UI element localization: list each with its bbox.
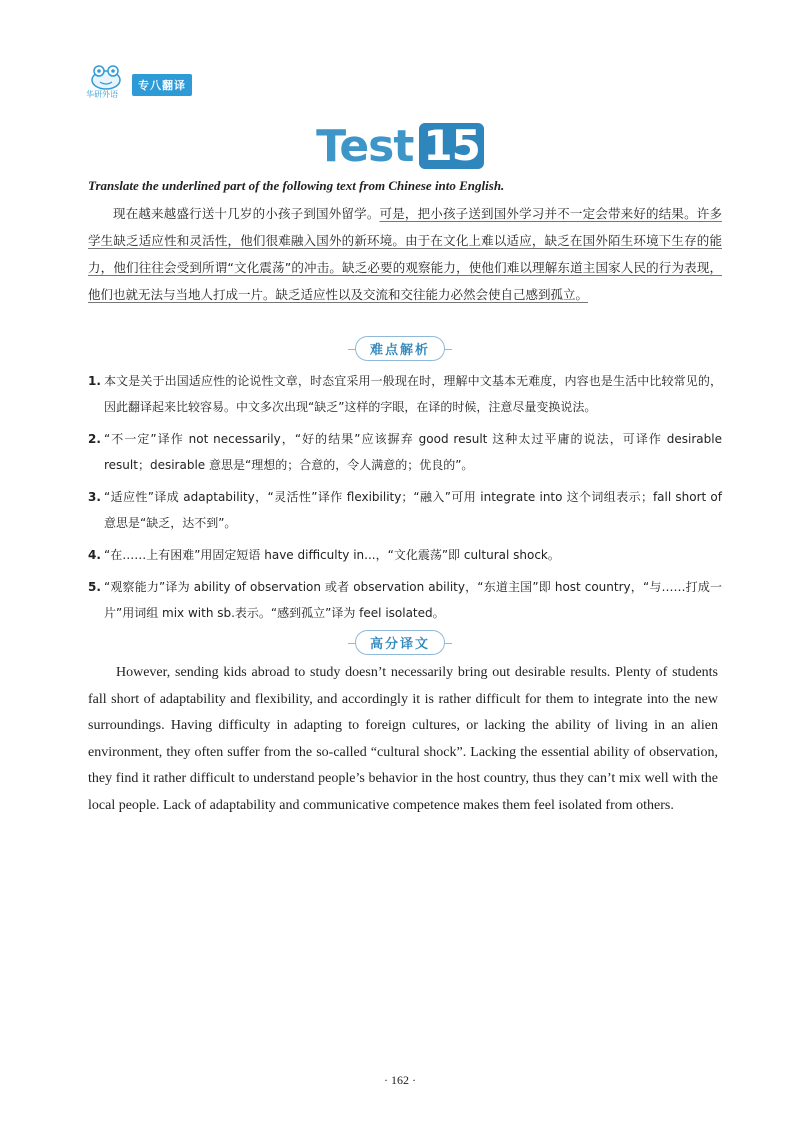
note-item xyxy=(88,368,722,420)
passage-underlined: 可是，把小孩子送到国外学习并不一定会带来好的结果。许多学生缺乏适应性和灵活性，他们很难融入国外的新环境。由于在文化上难以适应，缺乏在国外陌生环境下生存的能力，他们往往会受到所谓“文化震荡”的冲击。缺乏必要的观察能力，使他们难以理解东道主国家人民的行为表现，他们也就无法与当地人打成一片。缺乏适应性以及交流和交往能力必然会使自己感到孤立。 xyxy=(88,206,722,302)
test-title xyxy=(0,118,800,172)
passage-intro: 现在越来越盛行送十几岁的小孩子到国外留学。 xyxy=(113,206,380,221)
frog-logo-icon xyxy=(88,62,124,90)
logo-text: 华研外语 xyxy=(86,90,118,99)
note-number: 4. xyxy=(88,548,101,562)
translation-heading xyxy=(0,630,800,655)
publisher-logo xyxy=(88,62,128,102)
instruction-text: Translate the underlined part of the following text from Chinese into English. xyxy=(88,178,505,193)
note-number: 3. xyxy=(88,490,101,504)
note-item xyxy=(88,426,722,478)
note-item xyxy=(88,574,722,626)
chinese-passage xyxy=(88,200,722,308)
note-text: “适应性”译成 adaptability，“灵活性”译作 flexibility；“融入”可用 integrate into 这个词组表示；fall short of 意思是“缺乏，达不到”。 xyxy=(104,490,722,530)
translation-heading-label: 高分译文 xyxy=(355,630,445,655)
note-number: 1. xyxy=(88,374,101,388)
test-title-word: Test xyxy=(316,120,414,172)
section-badge: 专八翻译 xyxy=(132,74,192,96)
note-text: “不一定”译作 not necessarily，“好的结果”应该摒弃 good result 这种太过平庸的说法，可译作 desirable result；desirable 意思是“理想的；合意的，令人满意的；优良的”。 xyxy=(104,432,722,472)
analysis-notes xyxy=(88,368,722,632)
note-item xyxy=(88,542,722,568)
note-number: 5. xyxy=(88,580,101,594)
page-number: · 162 · xyxy=(384,1073,416,1087)
analysis-heading-label: 难点解析 xyxy=(355,336,445,361)
note-text: “在……上有困难”用固定短语 have difficulty in...，“文化震荡”即 cultural shock。 xyxy=(104,548,560,562)
page-header xyxy=(88,62,192,102)
test-number: 15 xyxy=(419,123,483,169)
analysis-heading xyxy=(0,336,800,361)
note-number: 2. xyxy=(88,432,101,446)
model-translation: However, sending kids abroad to study doesn’t necessarily bring out desirable results. Plenty of students fall short of adaptability and flexibility, and accordingly it is rather difficult for them to integrate into the new surroundings. Having difficulty in adapting to foreign cultures, or lacking the ability of living in an alien environment, they often suffer from the so-called “cultural shock”. Lacking the essential ability of observation, they find it rather difficult to understand people’s behavior in the host country, thus they can’t mix well with the local people. Lack of adaptability and communicative competence makes them feel isolated from others. xyxy=(88,665,718,813)
note-item xyxy=(88,484,722,536)
note-text: “观察能力”译为 ability of observation 或者 observation ability，“东道主国”即 host country，“与……打成一片”用词组 mix with sb.表示。“感到孤立”译为 feel isolated。 xyxy=(104,580,722,620)
note-text: 本文是关于出国适应性的论说性文章，时态宜采用一般现在时，理解中文基本无难度，内容也是生活中比较常见的，因此翻译起来比较容易。中文多次出现“缺乏”这样的字眼，在译的时候，注意尽量变换说法。 xyxy=(104,374,722,414)
